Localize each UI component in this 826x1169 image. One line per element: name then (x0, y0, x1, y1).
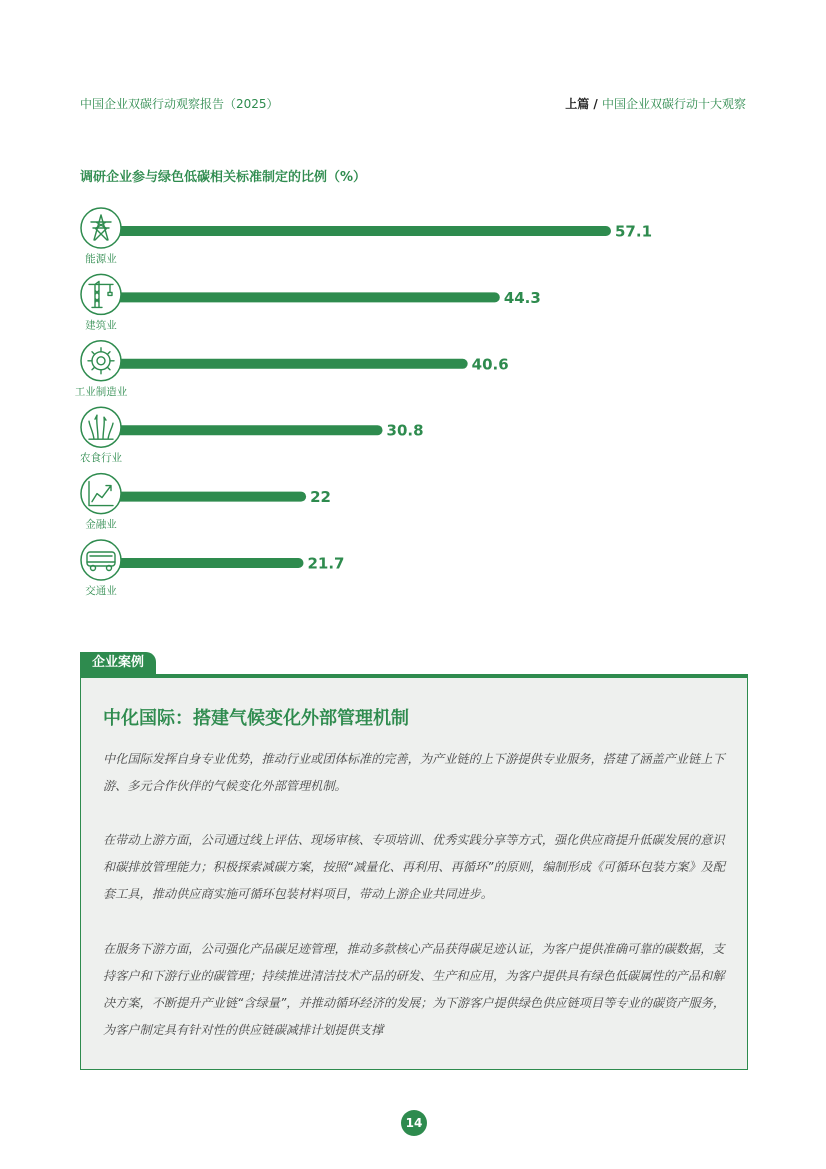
page-number: 14 (401, 1110, 427, 1136)
value-label: 21.7 (307, 554, 345, 573)
category-icon-circle (81, 407, 121, 447)
category-label: 农食行业 (80, 452, 122, 465)
category-label: 金融业 (85, 518, 117, 531)
case-box (80, 674, 748, 1070)
category-label: 建筑业 (85, 319, 117, 332)
section-title: 中国企业双碳行动十大观察 (601, 97, 746, 111)
category-icon-circle (81, 274, 121, 314)
case-tab: 企业案例 (80, 652, 156, 674)
category-icon-circle (81, 341, 121, 381)
category-label: 交通业 (85, 585, 117, 597)
value-label: 30.8 (386, 421, 424, 440)
category-icon-circle (81, 474, 121, 514)
value-label: 22 (310, 488, 331, 507)
case-title: 中化国际：搭建气候变化外部管理机制 (103, 708, 409, 729)
case-paragraph-2: 在带动上游方面，公司通过线上评估、现场审核、专项培训、优秀实践分享等方式，强化供应商提升低碳发展的意识和碳排放管理能力；积极探索减碳方案，按照“减量化、再利用、再循环”的原则，编制形成《可循环包装方案》及配套工具，推动供应商实施可循环包装材料项目，带动上游企业共同进步。 (103, 833, 726, 901)
value-label: 40.6 (471, 355, 509, 374)
case-paragraph-3: 在服务下游方面，公司强化产品碳足迹管理，推动多款核心产品获得碳足迹认证，为客户提供准确可靠的碳数据，支持客户和下游行业的碳管理；持续推进清洁技术产品的研发、生产和应用，为客户提供具有绿色低碳属性的产品和解决方案，不断提升产业链“含绿量”，并推动循环经济的发展；为下游客户提供绿色供应链项目等专业的碳资产服务，为客户制定具有针对性的供应链碳减排计划提供支撑 (103, 942, 726, 1037)
section-part: 上篇 / (565, 97, 602, 111)
report-title: 中国企业双碳行动观察报告（2025） (80, 97, 279, 111)
value-label: 44.3 (503, 288, 541, 307)
case-paragraph-1: 中化国际发挥自身专业优势，推动行业或团体标准的完善，为产业链的上下游提供专业服务，搭建了涵盖产业链上下游、多元合作伙伴的气候变化外部管理机制。 (103, 752, 725, 793)
category-label: 能源业 (85, 253, 117, 265)
category-label: 工业制造业 (74, 385, 128, 398)
chart-title: 调研企业参与绿色低碳相关标准制定的比例（%） (80, 170, 367, 185)
value-label: 57.1 (615, 222, 653, 241)
